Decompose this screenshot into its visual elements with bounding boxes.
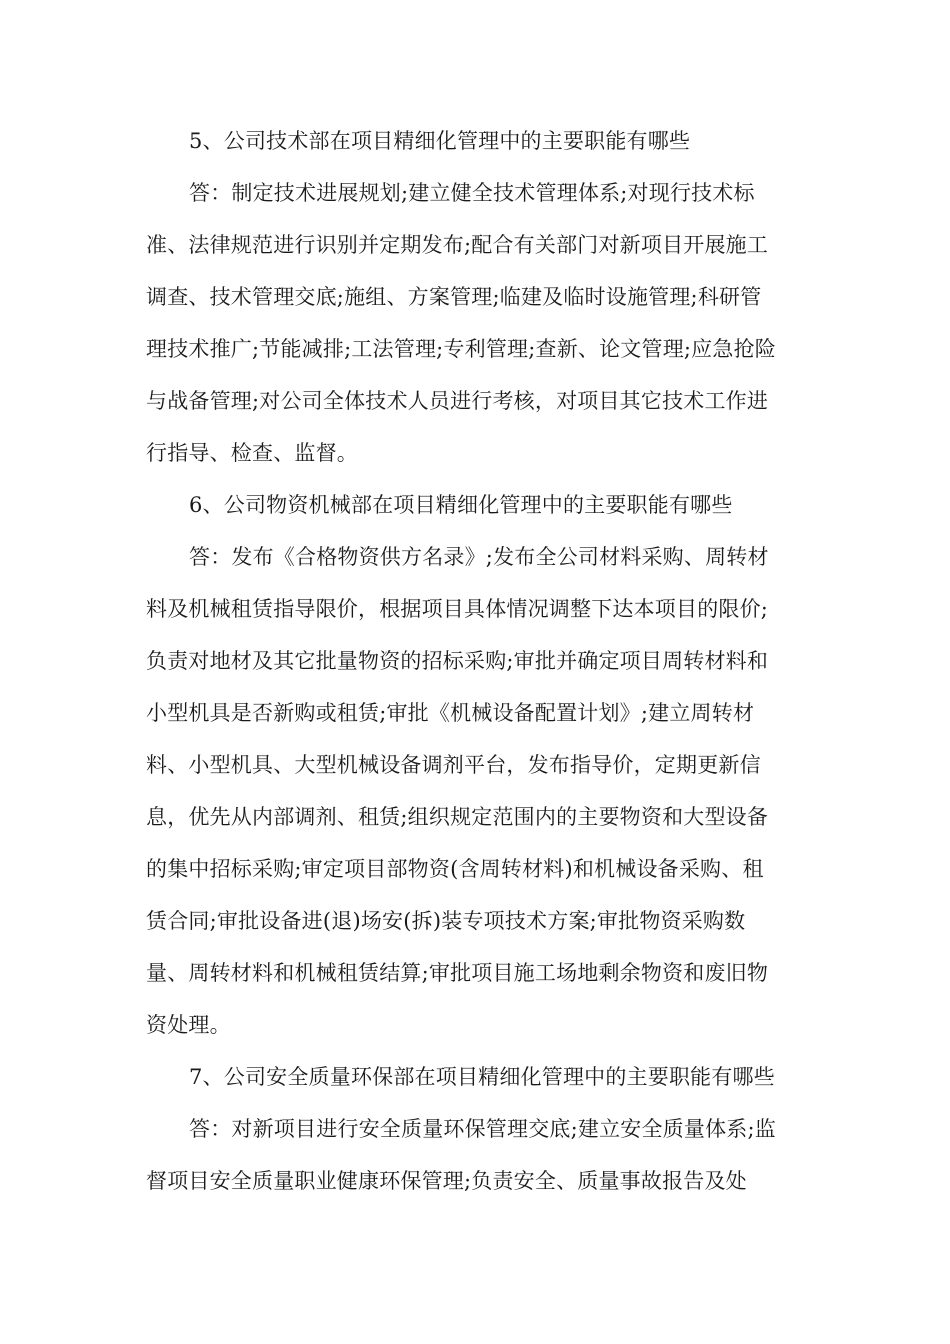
answer-6-line: 答：发布《合格物资供方名录》;发布全公司材料采购、周转材 bbox=[189, 545, 769, 569]
answer-6-line: 资处理。 bbox=[146, 1013, 231, 1037]
answer-7-line: 答：对新项目进行安全质量环保管理交底;建立安全质量体系;监 bbox=[189, 1117, 776, 1141]
answer-6-line: 料及机械租赁指导限价，根据项目具体情况调整下达本项目的限价; bbox=[146, 597, 769, 621]
answer-6-line: 料、小型机具、大型机械设备调剂平台，发布指导价，定期更新信 bbox=[146, 753, 761, 777]
answer-6-line: 赁合同;审批设备进(退)场安(拆)装专项技术方案;审批物资采购数 bbox=[146, 909, 746, 933]
question-6-heading: 6、公司物资机械部在项目精细化管理中的主要职能有哪些 bbox=[189, 493, 733, 517]
answer-6-line: 的集中招标采购;审定项目部物资(含周转材料)和机械设备采购、租 bbox=[146, 857, 764, 881]
answer-5-line: 理技术推广;节能减排;工法管理;专利管理;查新、论文管理;应急抢险 bbox=[146, 337, 776, 361]
answer-7-line: 督项目安全质量职业健康环保管理;负责安全、质量事故报告及处 bbox=[146, 1169, 747, 1193]
answer-6-line: 负责对地材及其它批量物资的招标采购;审批并确定项目周转材料和 bbox=[146, 649, 769, 673]
question-5-heading: 5、公司技术部在项目精细化管理中的主要职能有哪些 bbox=[189, 129, 691, 153]
answer-6-line: 息，优先从内部调剂、租赁;组织规定范围内的主要物资和大型设备 bbox=[146, 805, 769, 829]
document-body bbox=[146, 115, 806, 1207]
answer-5-line: 答：制定技术进展规划;建立健全技术管理体系;对现行技术标 bbox=[189, 181, 755, 205]
answer-5-line: 与战备管理;对公司全体技术人员进行考核，对项目其它技术工作进 bbox=[146, 389, 769, 413]
answer-6-line: 量、周转材料和机械租赁结算;审批项目施工场地剩余物资和废旧物 bbox=[146, 961, 769, 985]
answer-5-line: 行指导、检查、监督。 bbox=[146, 441, 358, 465]
answer-6-line: 小型机具是否新购或租赁;审批《机械设备配置计划》;建立周转材 bbox=[146, 701, 755, 725]
answer-5-line: 调查、技术管理交底;施组、方案管理;临建及临时设施管理;科研管 bbox=[146, 285, 762, 309]
question-7-heading: 7、公司安全质量环保部在项目精细化管理中的主要职能有哪些 bbox=[189, 1065, 775, 1089]
answer-5-line: 准、法律规范进行识别并定期发布;配合有关部门对新项目开展施工 bbox=[146, 233, 769, 257]
